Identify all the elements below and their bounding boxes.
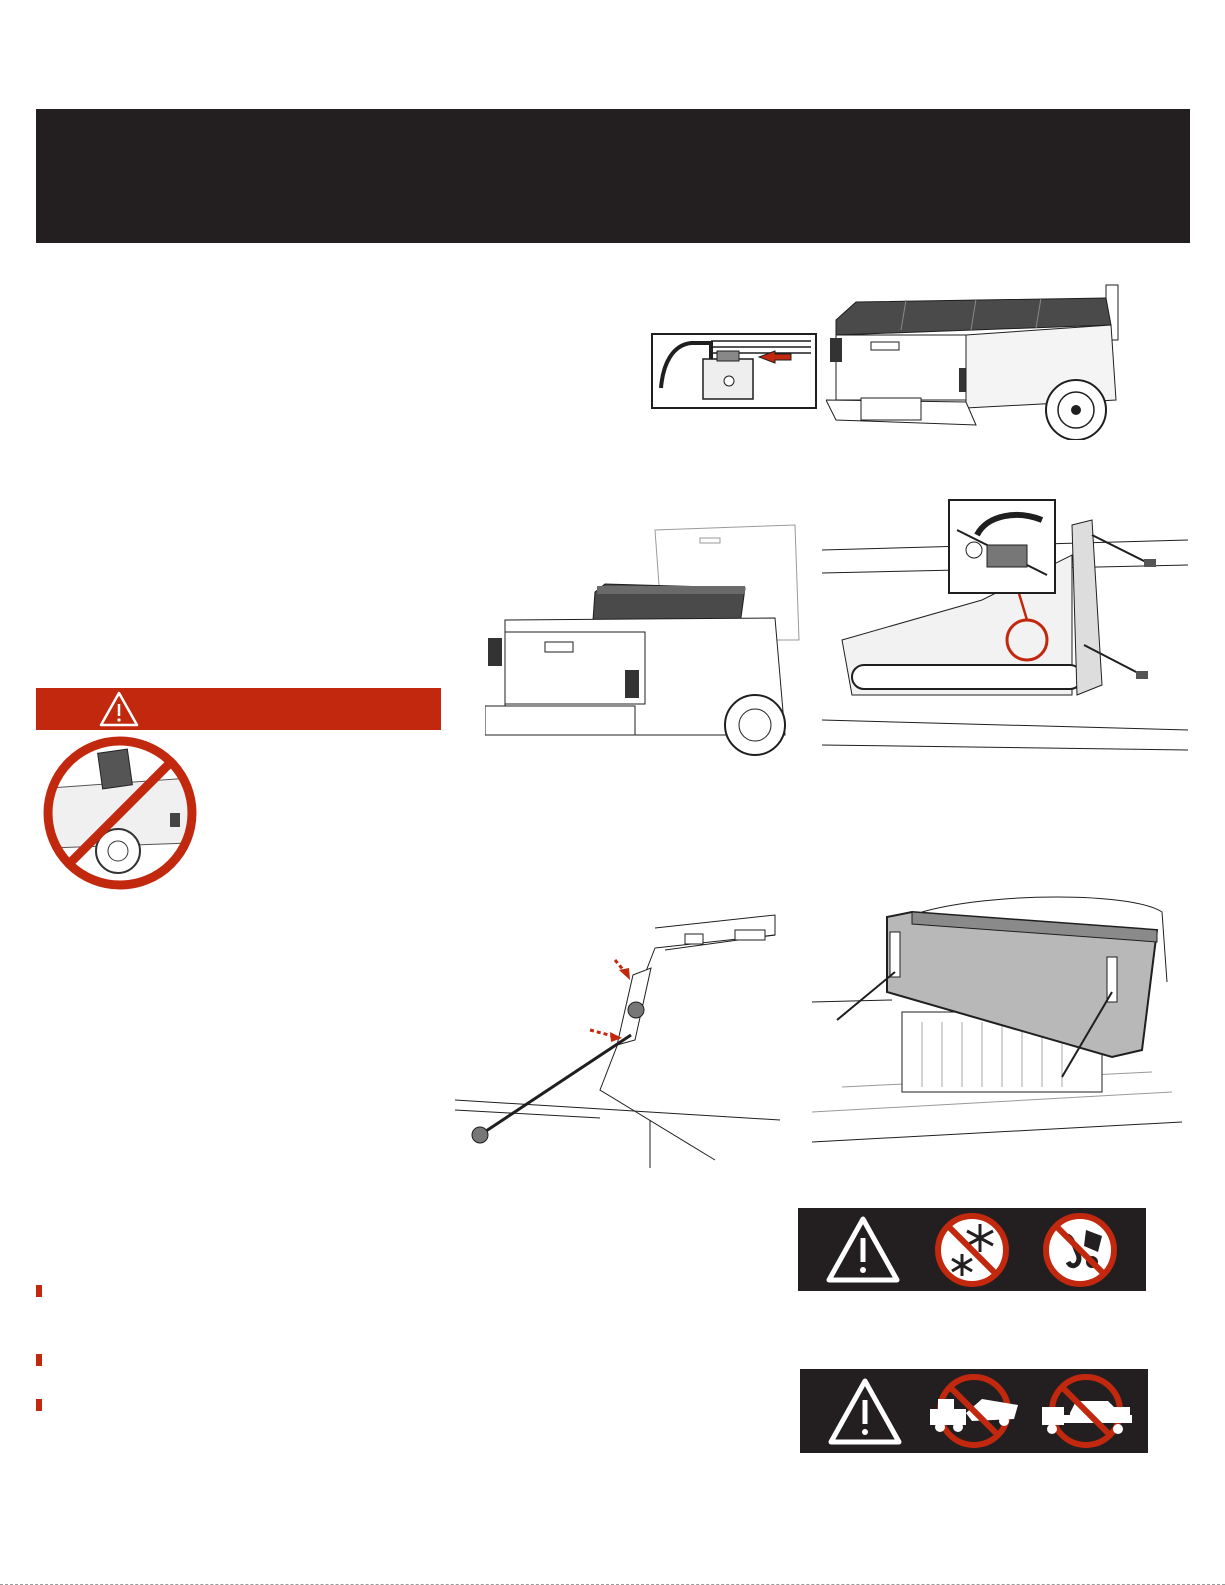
no-truck-transport-icon	[1034, 1373, 1138, 1449]
no-driving-open-cover-icon	[40, 733, 200, 893]
truck-closed-cover-illustration	[826, 280, 1122, 440]
bullet-marker	[36, 1354, 42, 1366]
strut-tailgate-illustration	[455, 910, 780, 1168]
warning-triangle-icon	[824, 1214, 902, 1284]
warning-triangle-icon	[98, 690, 140, 728]
sign-panel-weather	[798, 1208, 1146, 1291]
no-chemicals-icon	[1042, 1212, 1118, 1288]
warning-triangle-icon	[826, 1376, 904, 1446]
sign-panel-transport	[800, 1369, 1148, 1453]
truck-folded-cover-illustration	[485, 520, 805, 756]
warning-bar	[36, 688, 441, 730]
no-towing-icon	[922, 1373, 1026, 1449]
bullet-marker	[36, 1285, 42, 1297]
bullet-marker	[36, 1399, 42, 1411]
clamp-detail-inset	[651, 333, 817, 409]
cover-raised-illustration	[812, 892, 1182, 1150]
no-snow-ice-icon	[934, 1212, 1010, 1288]
header-banner	[36, 109, 1190, 243]
strut-connection-illustration	[822, 495, 1188, 760]
